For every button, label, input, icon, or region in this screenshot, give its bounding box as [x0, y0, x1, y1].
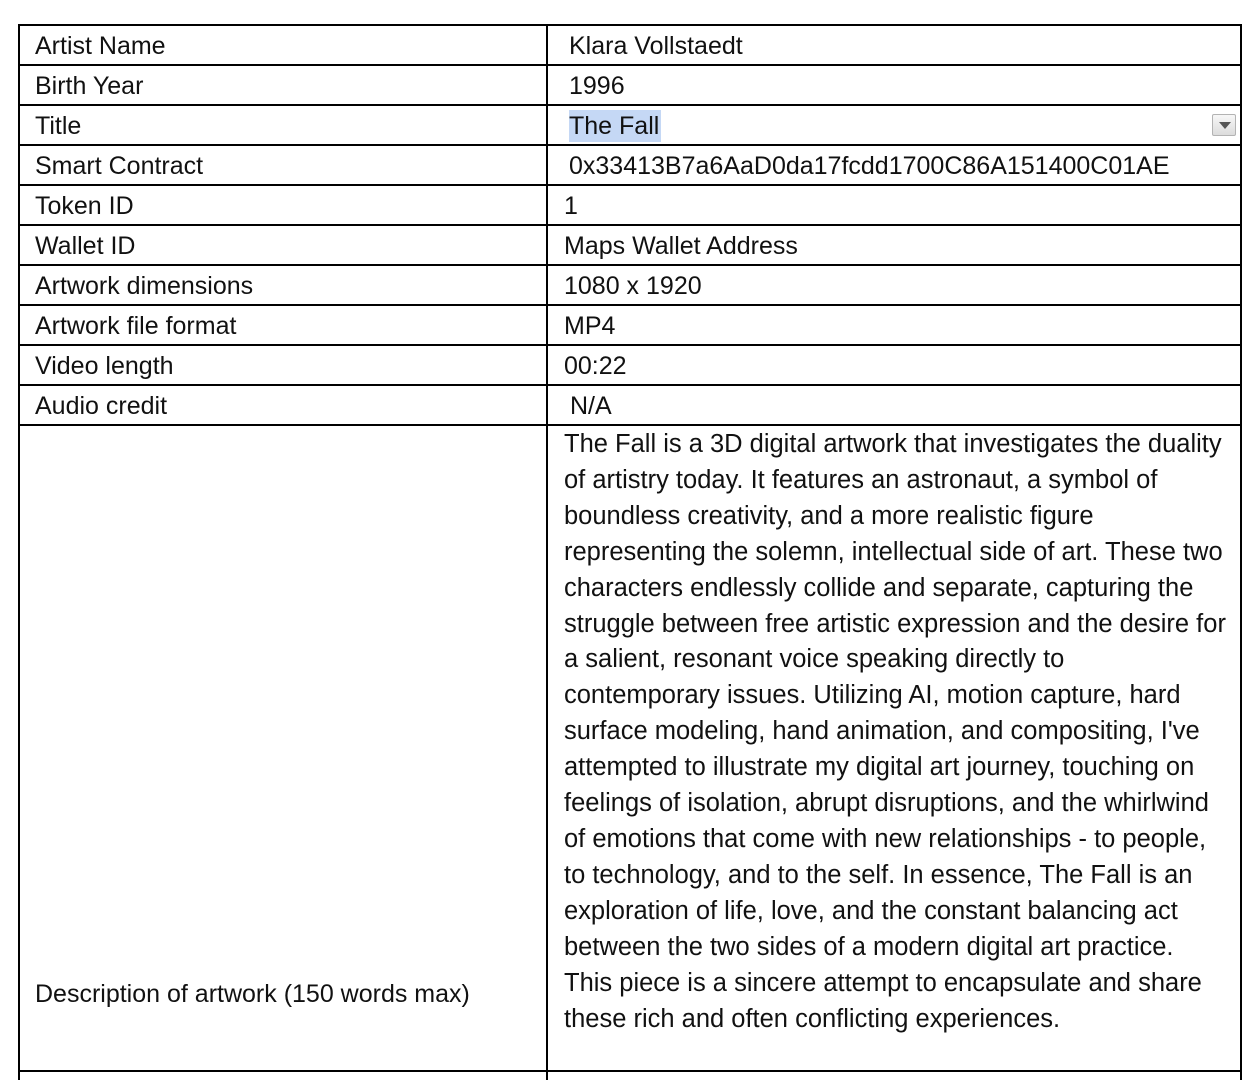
value-artwork-file-format[interactable]: MP4 [564, 312, 616, 340]
artwork-info-table [18, 24, 1242, 1080]
value-artist-name[interactable]: Klara Vollstaedt [569, 32, 743, 60]
value-title-selected[interactable]: The Fall [569, 112, 660, 140]
table-row-artist-name [20, 26, 1240, 66]
table-row-token-id [20, 186, 1240, 226]
label-audio-credit: Audio credit [20, 386, 548, 424]
table-row-title [20, 106, 1240, 146]
table-row-birth-year [20, 66, 1240, 106]
label-next-partial [20, 1072, 548, 1080]
table-row-smart-contract [20, 146, 1240, 186]
value-next-partial[interactable] [548, 1072, 1240, 1080]
table-row-artwork-dimensions [20, 266, 1240, 306]
label-wallet-id: Wallet ID [20, 226, 548, 264]
value-token-id[interactable]: 1 [564, 192, 578, 220]
label-artwork-file-format: Artwork file format [20, 306, 548, 344]
label-description-text: Description of artwork (150 words max) [35, 980, 470, 1008]
value-description[interactable]: The Fall is a 3D digital artwork that investigates the duality of artistry today. It features an astronaut, a symbol of boundless creativity, and a more realistic figure representing the solemn, intellectual side of art. These two characters endlessly collide and separate, capturing the struggle between free artistic expression and the desire for a salient, resonant voice speaking directly to contemporary issues. Utilizing AI, motion capture, hard surface modeling, hand animation, and compositing, I've attempted to illustrate my digital art journey, touching on feelings of isolation, abrupt disruptions, and the whirlwind of emotions that come with new relationships - to people, to technology, and to the self. In essence, The Fall is an exploration of life, love, and the constant balancing act between the two sides of a modern digital art practice. This piece is a sincere attempt to encapsulate and share these rich and often conflicting experiences. [564, 430, 1226, 1033]
label-title: Title [20, 106, 548, 144]
table-row-artwork-file-format [20, 306, 1240, 346]
value-artwork-dimensions[interactable]: 1080 x 1920 [564, 272, 702, 300]
value-birth-year[interactable]: 1996 [569, 72, 625, 100]
value-title-cell[interactable] [548, 106, 1240, 144]
table-row-wallet-id [20, 226, 1240, 266]
value-video-length[interactable]: 00:22 [564, 352, 627, 380]
label-artwork-dimensions: Artwork dimensions [20, 266, 548, 304]
table-row-video-length [20, 346, 1240, 386]
value-wallet-id[interactable]: Maps Wallet Address [564, 232, 798, 260]
title-dropdown-button[interactable] [1212, 114, 1236, 136]
table-row-next-partial [20, 1072, 1240, 1080]
label-description [20, 426, 548, 1070]
table-row-audio-credit [20, 386, 1240, 426]
value-smart-contract[interactable]: 0x33413B7a6AaD0da17fcdd1700C86A151400C01AE [569, 152, 1170, 180]
label-artist-name: Artist Name [20, 26, 548, 64]
label-video-length: Video length [20, 346, 548, 384]
value-audio-credit[interactable]: N/A [570, 392, 612, 420]
label-token-id: Token ID [20, 186, 548, 224]
label-birth-year: Birth Year [20, 66, 548, 104]
chevron-down-icon [1219, 122, 1231, 129]
label-smart-contract: Smart Contract [20, 146, 548, 184]
table-row-description [20, 426, 1240, 1072]
